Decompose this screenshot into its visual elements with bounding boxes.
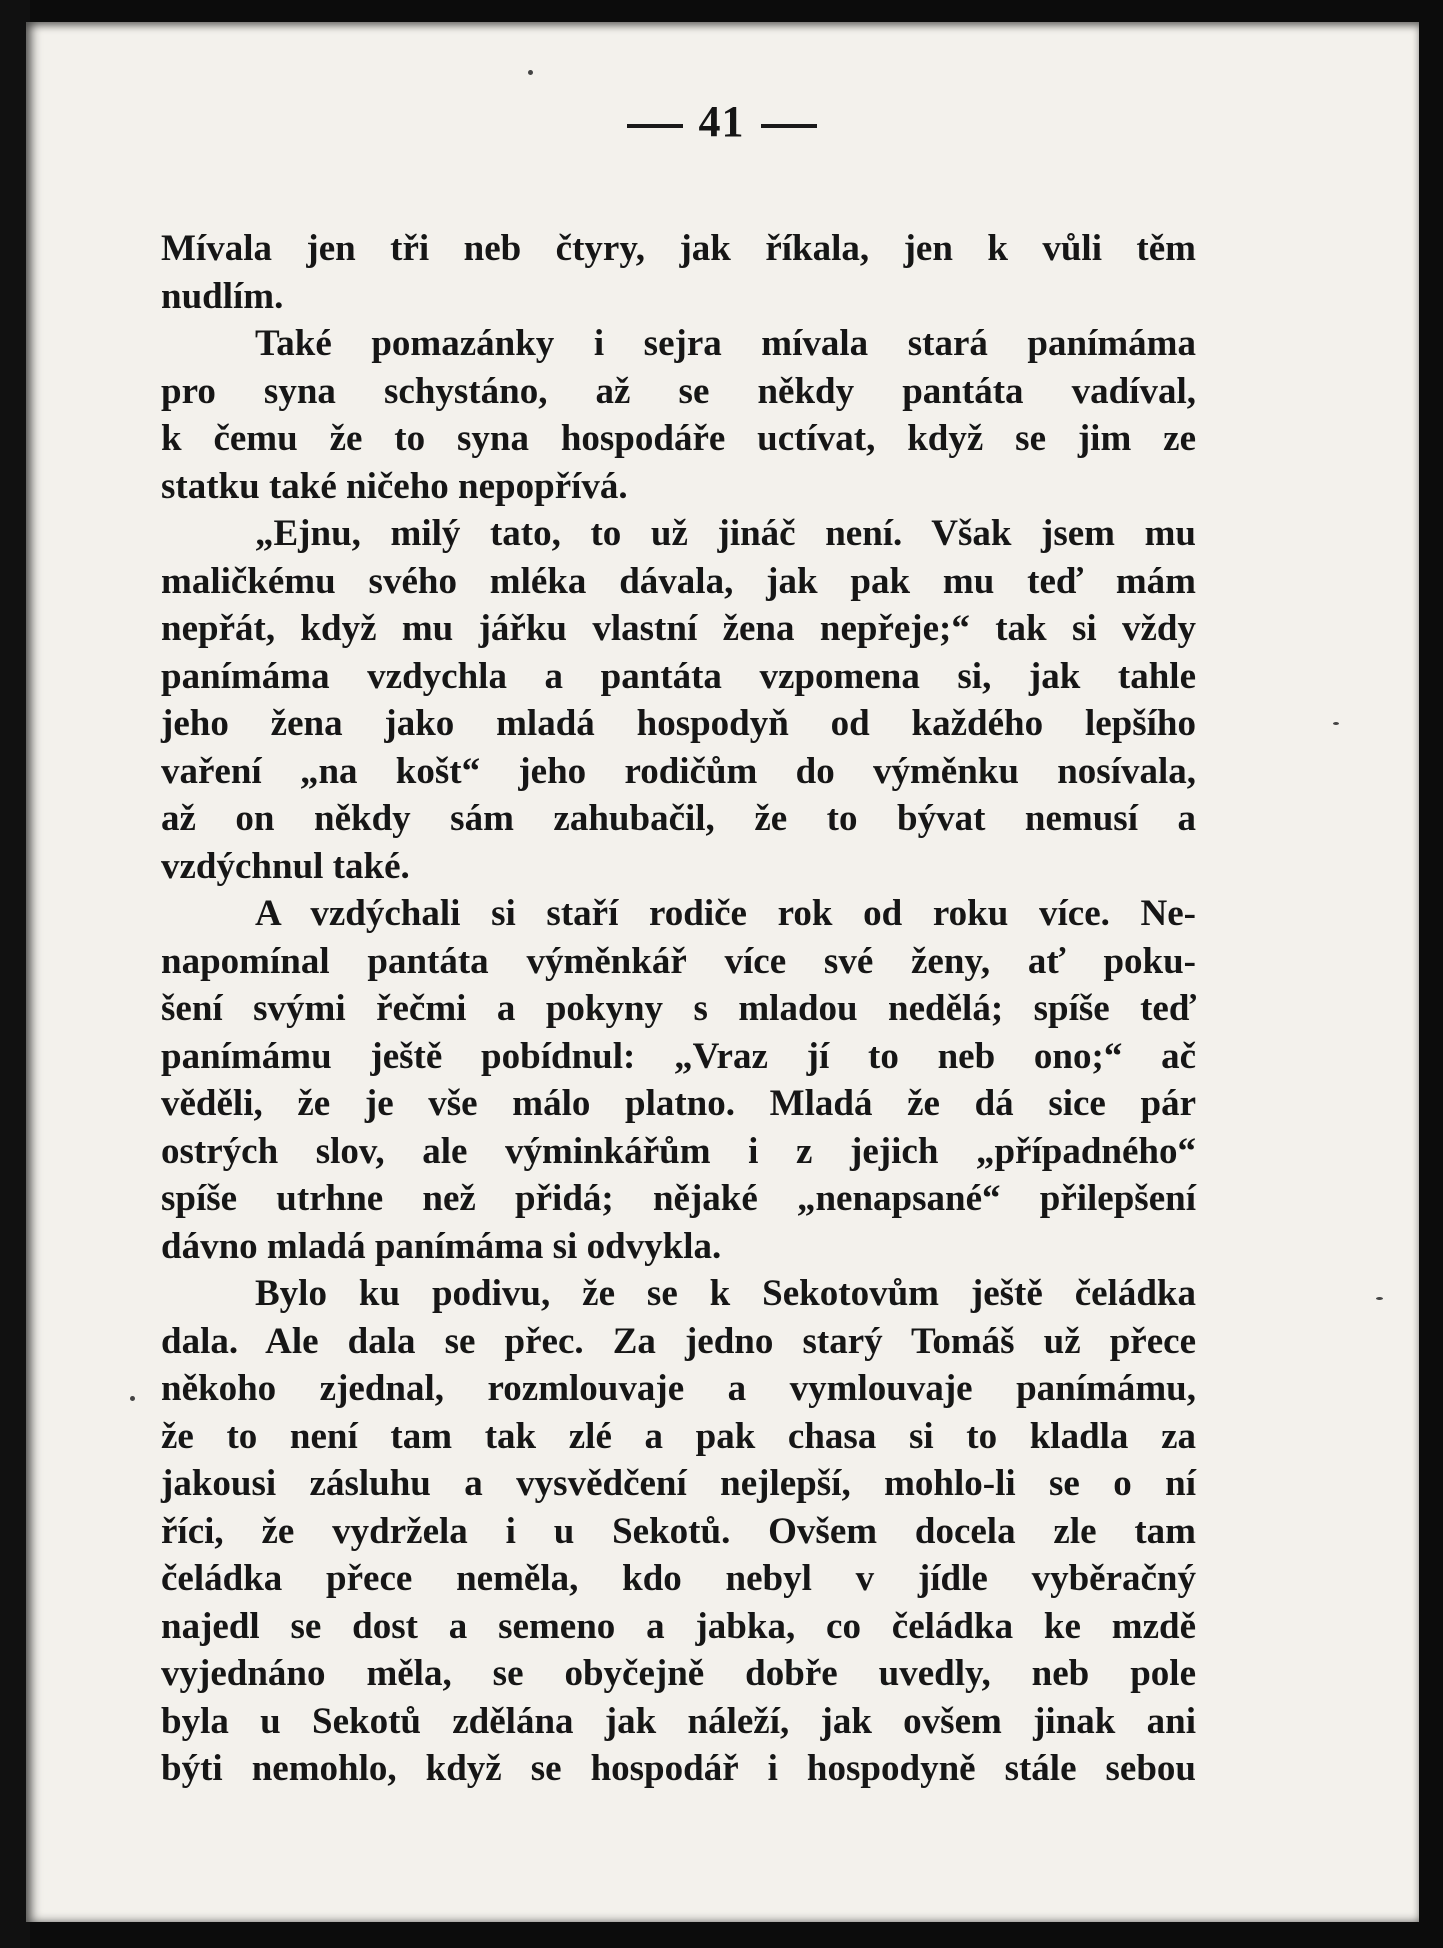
text-line: až on někdy sám zahubačil, že to bývat nemusí a <box>161 798 1196 839</box>
text-line: šení svými řečmi a pokyny s mladou nedělá; spíše teď <box>161 988 1196 1029</box>
ink-speck <box>1376 1297 1383 1300</box>
text-line: A vzdýchali si staří rodiče rok od roku více. Ne- <box>255 893 1196 934</box>
text-line: dala. Ale dala se přec. Za jedno starý Tomáš už přece <box>161 1320 1196 1362</box>
text-line: maličkému svého mléka dávala, jak pak mu teď mám <box>161 560 1196 602</box>
text-line: ostrých slov, ale výminkářům i z jejich „případného“ <box>161 1130 1196 1172</box>
text-line: nepřát, když mu jářku vlastní žena nepřeje;“ tak si vždy <box>161 608 1196 649</box>
text-line: vzdýchnul také. <box>161 845 410 887</box>
ink-speck <box>1333 722 1339 725</box>
text-line: byla u Sekotů zdělána jak náleží, jak ovšem jinak ani <box>161 1700 1196 1742</box>
text-line: čeládka přece neměla, kdo nebyl v jídle vyběračný <box>161 1558 1196 1599</box>
text-line: věděli, že je vše málo platno. Mladá že dá sice pár <box>161 1083 1196 1124</box>
dash-left <box>627 124 683 128</box>
text-line: Mívala jen tři neb čtyry, jak říkala, jen k vůli těm <box>161 228 1196 269</box>
text-line: jakousi zásluhu a vysvědčení nejlepší, mohlo-li se o ní <box>161 1463 1196 1504</box>
page-number: 41 <box>698 97 745 146</box>
text-line: býti nemohlo, když se hospodář i hospodyně stále sebou <box>161 1748 1196 1789</box>
text-line: jeho žena jako mladá hospodyň od každého lepšího <box>161 703 1196 744</box>
text-line: že to není tam tak zlé a pak chasa si to kladla za <box>161 1415 1196 1457</box>
body-text <box>161 225 1196 1793</box>
ink-speck <box>130 1396 135 1401</box>
text-line: „Ejnu, milý tato, to už jináč není. Však jsem mu <box>255 513 1196 554</box>
text-line: někoho zjednal, rozmlouvaje a vymlouvaje panímámu, <box>161 1368 1196 1409</box>
text-line: statku také ničeho nepopřívá. <box>161 465 628 507</box>
text-line: panímáma vzdychla a pantáta vzpomena si, jak tahle <box>161 655 1196 697</box>
ink-speck <box>528 70 533 75</box>
text-line: nudlím. <box>161 275 284 317</box>
text-line: Také pomazánky i sejra mívala stará panímáma <box>255 323 1196 364</box>
page-number-header <box>0 96 1443 147</box>
text-line: panímámu ještě pobídnul: „Vraz jí to neb ono;“ ač <box>161 1035 1196 1077</box>
text-line: pro syna schystáno, až se někdy pantáta vadíval, <box>161 370 1196 412</box>
text-line: dávno mladá panímáma si odvykla. <box>161 1225 722 1267</box>
text-line: najedl se dost a semeno a jabka, co čeládka ke mzdě <box>161 1605 1196 1647</box>
text-line: napomínal pantáta výměnkář více své ženy, ať poku- <box>161 940 1196 982</box>
text-line: vaření „na košt“ jeho rodičům do výměnku nosívala, <box>161 750 1196 792</box>
text-line: k čemu že to syna hospodáře uctívat, když se jim ze <box>161 418 1196 459</box>
text-line: Bylo ku podivu, že se k Sekotovům ještě čeládka <box>255 1273 1196 1314</box>
text-line: vyjednáno měla, se obyčejně dobře uvedly, neb pole <box>161 1653 1196 1694</box>
text-line: říci, že vydržela i u Sekotů. Ovšem docela zle tam <box>161 1510 1196 1552</box>
dash-right <box>761 124 817 128</box>
text-line: spíše utrhne než přidá; nějaké „nenapsané“ přilepšení <box>161 1178 1196 1219</box>
